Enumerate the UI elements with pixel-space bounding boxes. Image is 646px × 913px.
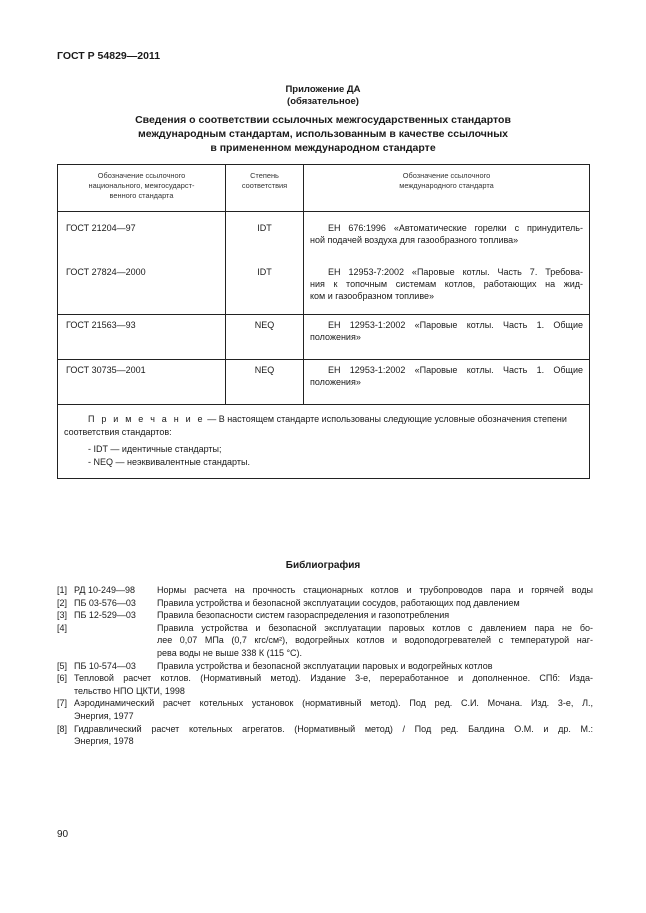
bibliography-entry: [2] ПБ 03-576—03 Правила устройства и безопасной эксплуатации сосудов, работающих под давлением <box>57 597 520 608</box>
bibliography-entry: [8] Гидравлический расчет котельных агрегатов. (Нормативный метод) / Под ред. Балдина О.М. и др. М.: Энергия, 1978 <box>57 723 593 747</box>
note-label: П р и м е ч а н и е <box>88 414 205 424</box>
document-header: ГОСТ Р 54829—2011 <box>57 50 161 62</box>
bibliography-entry: [6] Тепловой расчет котлов. (Нормативный метод). Издание 3-е, переработанное и дополненное. СПб: Изда- тельство НПО ЦКТИ, 1998 <box>57 673 593 696</box>
bibliography-entry: [7] Аэродинамический расчет котельных установок (нормативный метод). Под ред. С.И. Мочана. Изд. 3-е, Л., Энергия, 1977 <box>57 698 593 721</box>
table-row <box>58 218 590 262</box>
note-item-idt: - IDT — идентичные стандарты; <box>88 444 222 454</box>
note-item-neq: - NEQ — неэквивалентные стандарты. <box>88 456 250 467</box>
international-standard-cell: ЕН 12953-1:2002 «Паровые котлы. Часть 1. Общие положения» <box>304 360 590 405</box>
international-standard-cell: ЕН 12953-7:2002 «Паровые котлы. Часть 7. Требова- ния к топочным системам котлов, работающих на жид- ком и газообразном топливе» <box>304 262 590 315</box>
table-row <box>58 262 590 315</box>
appendix-title <box>0 113 646 155</box>
appendix-status: (обязательное) <box>287 96 359 107</box>
table-header-row <box>58 165 590 212</box>
table-row <box>58 360 590 405</box>
bibliography-title: Библиография <box>285 560 361 571</box>
bibliography-entry: [3] ПБ 12-529—03 Правила безопасности систем газораспределения и газопотребления <box>57 610 450 621</box>
header-international-standard: Обозначение ссылочного международного стандарта <box>304 165 590 212</box>
page-number: 90 <box>57 829 69 840</box>
national-standard-cell: ГОСТ 21204—97 <box>58 218 226 262</box>
title-line: Сведения о соответствии ссылочных межгосударственных стандартов <box>135 114 511 126</box>
national-standard-cell: ГОСТ 27824—2000 <box>58 262 226 315</box>
table-row <box>58 315 590 360</box>
degree-cell: NEQ <box>226 315 304 360</box>
degree-cell: IDT <box>226 218 304 262</box>
header-degree: Степень соответствия <box>226 165 304 212</box>
international-standard-cell: ЕН 676:1996 «Автоматические горелки с принудитель- ной подачей воздуха для газообразного топлива» <box>304 218 590 262</box>
degree-cell: NEQ <box>226 360 304 405</box>
bibliography-entry: [1] РД 10-249—98 Нормы расчета на прочность стационарных котлов и трубопроводов пара и горячей воды <box>57 585 593 595</box>
national-standard-cell: ГОСТ 30735—2001 <box>58 360 226 405</box>
national-standard-cell: ГОСТ 21563—93 <box>58 315 226 360</box>
international-standard-cell: ЕН 12953-1:2002 «Паровые котлы. Часть 1. Общие положения» <box>304 315 590 360</box>
title-line: в примененном международном стандарте <box>210 142 436 154</box>
appendix-label: Приложение ДА <box>285 84 361 95</box>
bibliography-entry: [4] Правила устройства и безопасной эксплуатации паровых котлов с давлением пара не бо- лее 0,07 МПа (0,7 кгс/см²), водогрейных котлов и водоподогревателей с температурой наг- рева воды не выше 338 К (115 °С). <box>57 622 593 658</box>
note-text-continued: соответствия стандартов: <box>64 426 172 437</box>
title-line: международным стандартам, использованным в качестве ссылочных <box>137 128 508 140</box>
table-note <box>58 405 590 479</box>
bibliography-entry: [5] ПБ 10-574—03 Правила устройства и безопасной эксплуатации паровых и водогрейных котлов <box>57 660 493 671</box>
degree-cell: IDT <box>226 262 304 315</box>
bibliography-list <box>57 584 593 748</box>
header-national-standard: Обозначение ссылочного национального, межгосударст- венного стандарта <box>58 165 226 212</box>
table-note-row <box>58 405 590 479</box>
note-text: — В настоящем стандарте использованы следующие условные обозначения степени <box>204 414 567 424</box>
correspondence-table <box>57 164 590 479</box>
